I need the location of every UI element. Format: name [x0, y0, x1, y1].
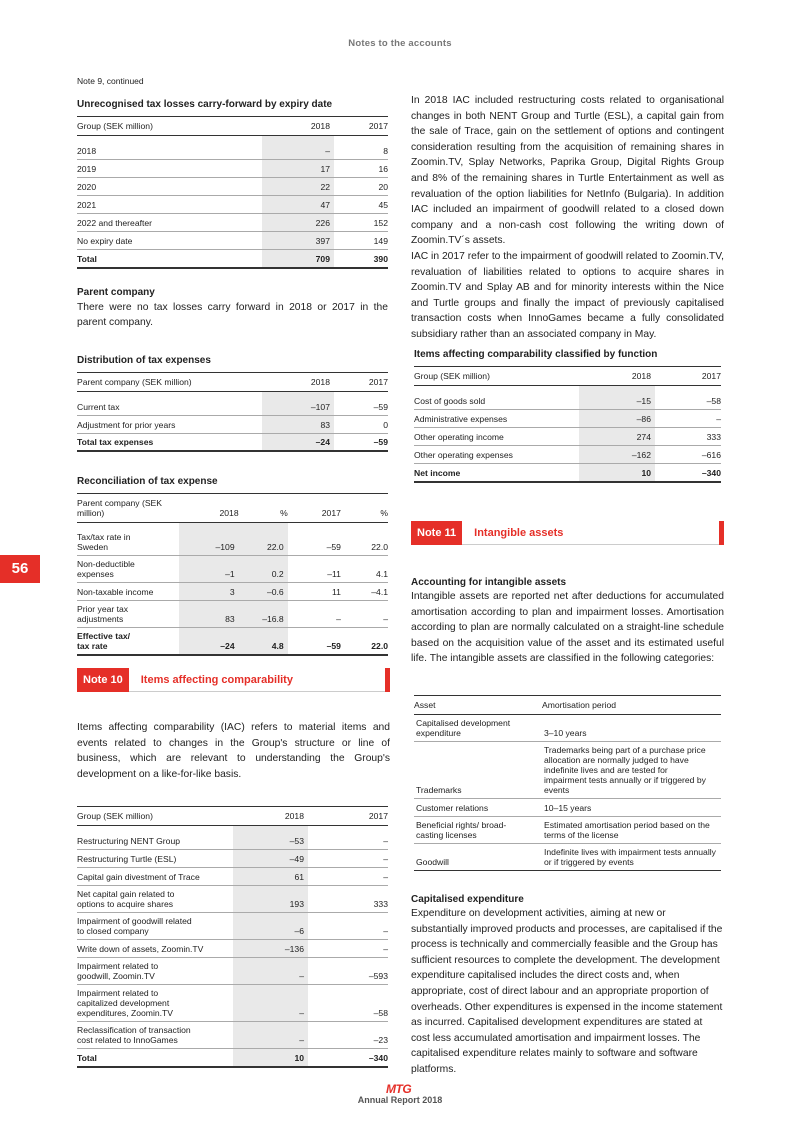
table-row: Prior year tax adjustments 83 –16.8 – –: [77, 600, 388, 627]
note10-table-wrap: [77, 806, 388, 1068]
col-header: 2017: [334, 117, 388, 136]
col-header: %: [341, 494, 388, 523]
col-header: 2018: [262, 117, 334, 136]
byfunc-title: Items affecting comparability classified by function: [414, 349, 658, 360]
total-row: Net income 10 –340: [414, 464, 721, 482]
unrecog-table: [77, 116, 388, 269]
note11-label: Note 11: [411, 521, 462, 545]
note11-title: Intangible assets: [462, 521, 724, 545]
col-header: 2017: [655, 367, 721, 386]
col-header: 2018: [262, 372, 334, 391]
table-row: Other operating income 274 333: [414, 428, 721, 446]
table-row: Other operating expenses –162 –616: [414, 446, 721, 464]
iac-paragraph-2017: IAC in 2017 refer to the impairment of goodwill related to Zoomin.TV, revaluation of liabilities related to options to acquire shares in Zoomin.TV and Splay AB and for minority interests within the Nice and Turtle groups and finally the impact of previously capitalised transaction costs when InnoGames became a fully consolidated subsidiary rather than an associated company in May.: [411, 250, 724, 340]
table-row: Impairment related to goodwill, Zoomin.TV – –593: [77, 958, 388, 985]
col-header: 2017: [308, 807, 388, 826]
table-row: Write down of assets, Zoomin.TV –136 –: [77, 940, 388, 958]
table-row: Non-taxable income 3 –0.6 11 –4.1: [77, 582, 388, 600]
amortisation-table: [414, 695, 721, 871]
table-row: 2019 17 16: [77, 160, 388, 178]
recon-table: [77, 493, 388, 656]
table-row: Non-deductible expenses –1 0.2 –11 4.1: [77, 555, 388, 582]
page-header: Notes to the accounts: [348, 38, 452, 49]
mtg-logo: MTG: [386, 1082, 412, 1096]
footer-text: Annual Report 2018: [357, 1095, 443, 1105]
continued-label: Note 9, continued: [77, 76, 144, 86]
col-header: 2017: [334, 372, 388, 391]
col-header: Group (SEK million): [77, 117, 262, 136]
accounting-section: [411, 577, 724, 667]
left-column: [77, 99, 388, 656]
iac-paragraph-2018: In 2018 IAC included restructuring costs related to organisational changes in both NENT Group and Turtle (ESL), a capital gain from the sale of Trace, gain on the settlement of options and contingent consideration resulting from the acquisition of remaining shares in Zoomin.TV, Splay Networks, Paprika Group, Digital Rights Group and 8% of the remaining shares in Turtle Entertainment as well as revaluation of the option liabilities for NetInfo (Bulgaria). In addition IAC included an impairment of goodwill related to a closed down company and a non-cash cost following the writing down of Zoomin.TV´s assets.: [411, 95, 724, 247]
note10-heading: [77, 668, 390, 692]
unrecog-title: Unrecognised tax losses carry-forward by expiry date: [77, 99, 333, 110]
table-row: Trademarks Trademarks being part of a purchase price allocation are normally judged to have indefinite lives and are tested for impairment tests annually or if triggered by events: [414, 742, 721, 799]
table-row: Tax/tax rate in Sweden –109 22.0 –59 22.0: [77, 529, 388, 556]
table-row: Beneficial rights/ broad-casting licenses Estimated amortisation period based on the terms of the license: [414, 817, 721, 844]
iac-table: [77, 806, 388, 1068]
amort-section: [414, 695, 721, 871]
parent-text: There were no tax losses carry forward in 2018 or 2017 in the parent company.: [77, 301, 388, 329]
table-row: Impairment related to capitalized development expenditures, Zoomin.TV – –58: [77, 985, 388, 1022]
parent-title: Parent company: [77, 286, 155, 298]
note10-title: Items affecting comparability: [129, 668, 390, 692]
table-row: 2022 and thereafter 226 152: [77, 214, 388, 232]
byfunc-section: [414, 349, 721, 483]
dist-table: [77, 372, 388, 453]
table-row: Restructuring Turtle (ESL) –49 –: [77, 850, 388, 868]
total-row: Effective tax/ tax rate –24 4.8 –59 22.0: [77, 627, 388, 655]
col-header: Group (SEK million): [414, 367, 579, 386]
col-header: %: [239, 494, 288, 523]
recon-title: Reconciliation of tax expense: [77, 476, 218, 488]
col-header: 2018: [579, 367, 655, 386]
note11-heading: [411, 521, 724, 545]
note10-label: Note 10: [77, 668, 129, 692]
col-header: Parent company (SEK million): [77, 372, 262, 391]
iac-text: [411, 93, 724, 343]
total-row: Total 709 390: [77, 250, 388, 268]
table-row: 2021 47 45: [77, 196, 388, 214]
note10-text: Items affecting comparability (IAC) refers to material items and events related to changes in the Group's structure or line of business, which are relevant to understanding the Group's development on a like-for-like basis.: [77, 722, 390, 780]
table-row: Net capital gain related to options to acquire shares 193 333: [77, 886, 388, 913]
col-header: 2018: [233, 807, 308, 826]
capitalised-title: Capitalised expenditure: [411, 894, 524, 905]
dist-title: Distribution of tax expenses: [77, 354, 211, 366]
table-row: Capital gain divestment of Trace 61 –: [77, 868, 388, 886]
byfunc-table: [414, 366, 721, 483]
table-row: Adjustment for prior years 83 0: [77, 415, 388, 433]
table-row: 2018 – 8: [77, 142, 388, 160]
total-row: Total tax expenses –24 –59: [77, 433, 388, 451]
table-row: Reclassification of transaction cost related to InnoGames – –23: [77, 1022, 388, 1049]
accounting-title: Accounting for intangible assets: [411, 577, 567, 588]
table-row: Impairment of goodwill related to closed company –6 –: [77, 913, 388, 940]
col-header: Group (SEK million): [77, 807, 233, 826]
col-header: Asset: [414, 696, 542, 715]
table-row: Capitalised development expenditure 3–10 years: [414, 715, 721, 742]
capitalised-section: [411, 894, 724, 1078]
col-header: Parent company (SEK million): [77, 494, 179, 523]
table-row: Restructuring NENT Group –53 –: [77, 832, 388, 850]
col-header: 2018: [179, 494, 238, 523]
accounting-text: Intangible assets are reported net after deductions for accumulated amortisation according to plan and impairment losses. Amortisation according to plan are normally calculated on a straight-line schedule based on the acquisition value of the asset and its estimated useful life. The intangible assets are classified in the following categories:: [411, 591, 724, 665]
table-row: 2020 22 20: [77, 178, 388, 196]
col-header: 2017: [288, 494, 341, 523]
page-number: 56: [0, 555, 40, 583]
total-row: Total 10 –340: [77, 1049, 388, 1067]
table-row: No expiry date 397 149: [77, 232, 388, 250]
table-row: Cost of goods sold –15 –58: [414, 392, 721, 410]
table-row: Goodwill Indefinite lives with impairment tests annually or if triggered by events: [414, 844, 721, 871]
capitalised-text: Expenditure on development activities, aiming at new or substantially improved products and processes, are capitalised if the process is technically and commercially feasible and the Group has sufficient resources to complete the development. The development expenditure capitalised includes the direct costs and, when appropriate, cost of direct labour and an appropriate proportion of overheads. Other expenditures is expensed in the income statement as incurred. Capitalised development expenditures are stated at cost less accumulated amortisation and impairment losses. The capitalised expenditure relates mainly to software and software platforms.: [411, 908, 723, 1075]
table-row: Customer relations 10–15 years: [414, 799, 721, 817]
table-row: Administrative expenses –86 –: [414, 410, 721, 428]
col-header: Amortisation period: [542, 696, 721, 715]
table-row: Current tax –107 –59: [77, 397, 388, 415]
